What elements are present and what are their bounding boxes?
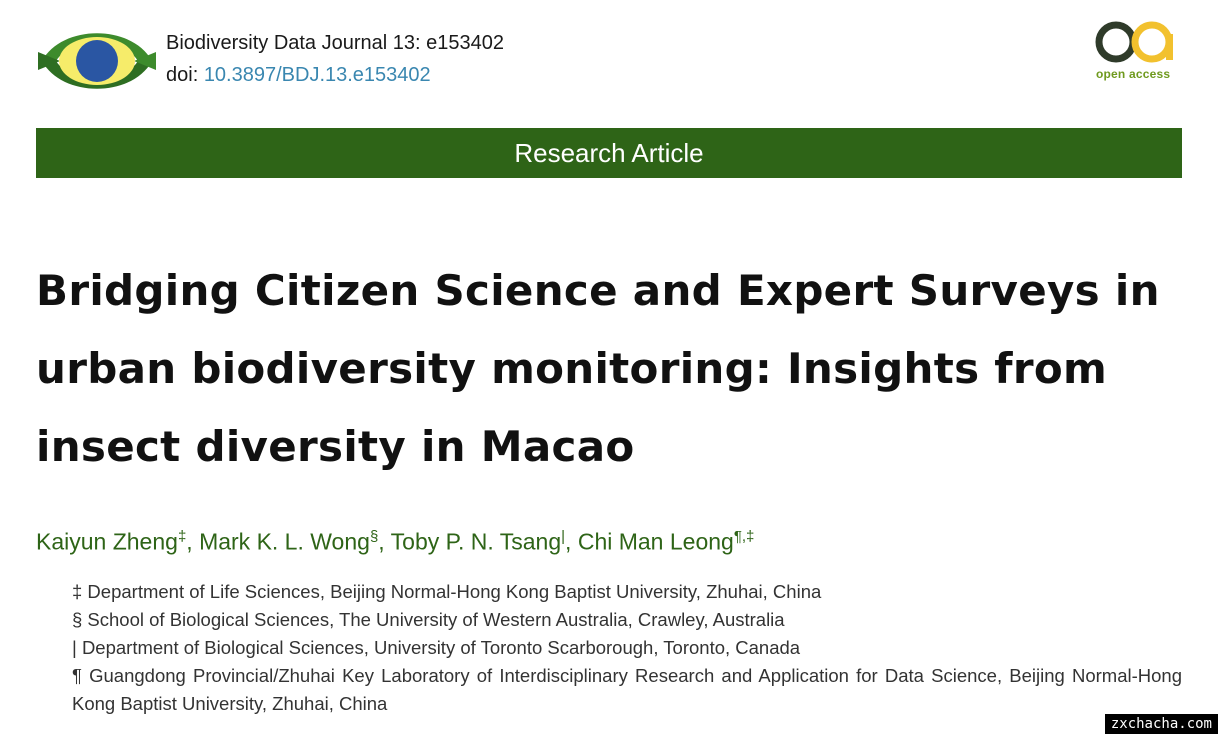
affiliation: ‡ Department of Life Sciences, Beijing Normal-Hong Kong Baptist University, Zhuhai, China <box>72 581 822 602</box>
title-line: urban biodiversity monitoring: Insights from <box>36 344 1108 393</box>
title-line: insect diversity in Macao <box>36 422 635 471</box>
author-sep: , <box>186 528 200 555</box>
author-affil-mark: ‡ <box>177 528 187 545</box>
author-name[interactable]: Chi Man Leong <box>577 528 734 555</box>
watermark: zxchacha.com <box>1105 714 1218 734</box>
journal-line: Biodiversity Data Journal 13: e153402 <box>166 32 504 54</box>
article-type-banner <box>36 128 1182 178</box>
author-name[interactable]: Toby P. N. Tsang <box>390 528 562 555</box>
doi-link[interactable]: 10.3897/BDJ.13.e153402 <box>203 64 431 86</box>
doi-prefix: doi: <box>166 64 204 86</box>
affiliation: ¶ Guangdong Provincial/Zhuhai Key Laboratory of Interdisciplinary Research and Application for Data Science, Beijing Normal-Hong Kong Baptist University, Zhuhai, China <box>72 665 1182 714</box>
journal-citation <box>166 27 504 91</box>
article-type-label: Research Article <box>514 137 704 168</box>
author-affil-mark: | <box>561 528 566 545</box>
author-list <box>36 528 754 556</box>
author-affil-mark: ¶,‡ <box>733 528 755 545</box>
open-access-label: open access <box>1096 67 1171 81</box>
journal-eye-logo <box>38 18 156 104</box>
affiliation-list <box>72 578 1182 718</box>
title-line: Bridging Citizen Science and Expert Surveys in <box>36 266 1160 315</box>
affiliation: § School of Biological Sciences, The University of Western Australia, Crawley, Australia <box>72 609 785 630</box>
author-sep: , <box>565 528 578 555</box>
affiliation: | Department of Biological Sciences, University of Toronto Scarborough, Toronto, Canada <box>72 637 801 658</box>
author-affil-mark: § <box>369 528 379 545</box>
author-name[interactable]: Kaiyun Zheng <box>36 528 178 555</box>
author-name[interactable]: Mark K. L. Wong <box>199 528 370 555</box>
article-title <box>36 252 1196 486</box>
doi-line <box>166 59 504 91</box>
author-sep: , <box>378 528 391 555</box>
